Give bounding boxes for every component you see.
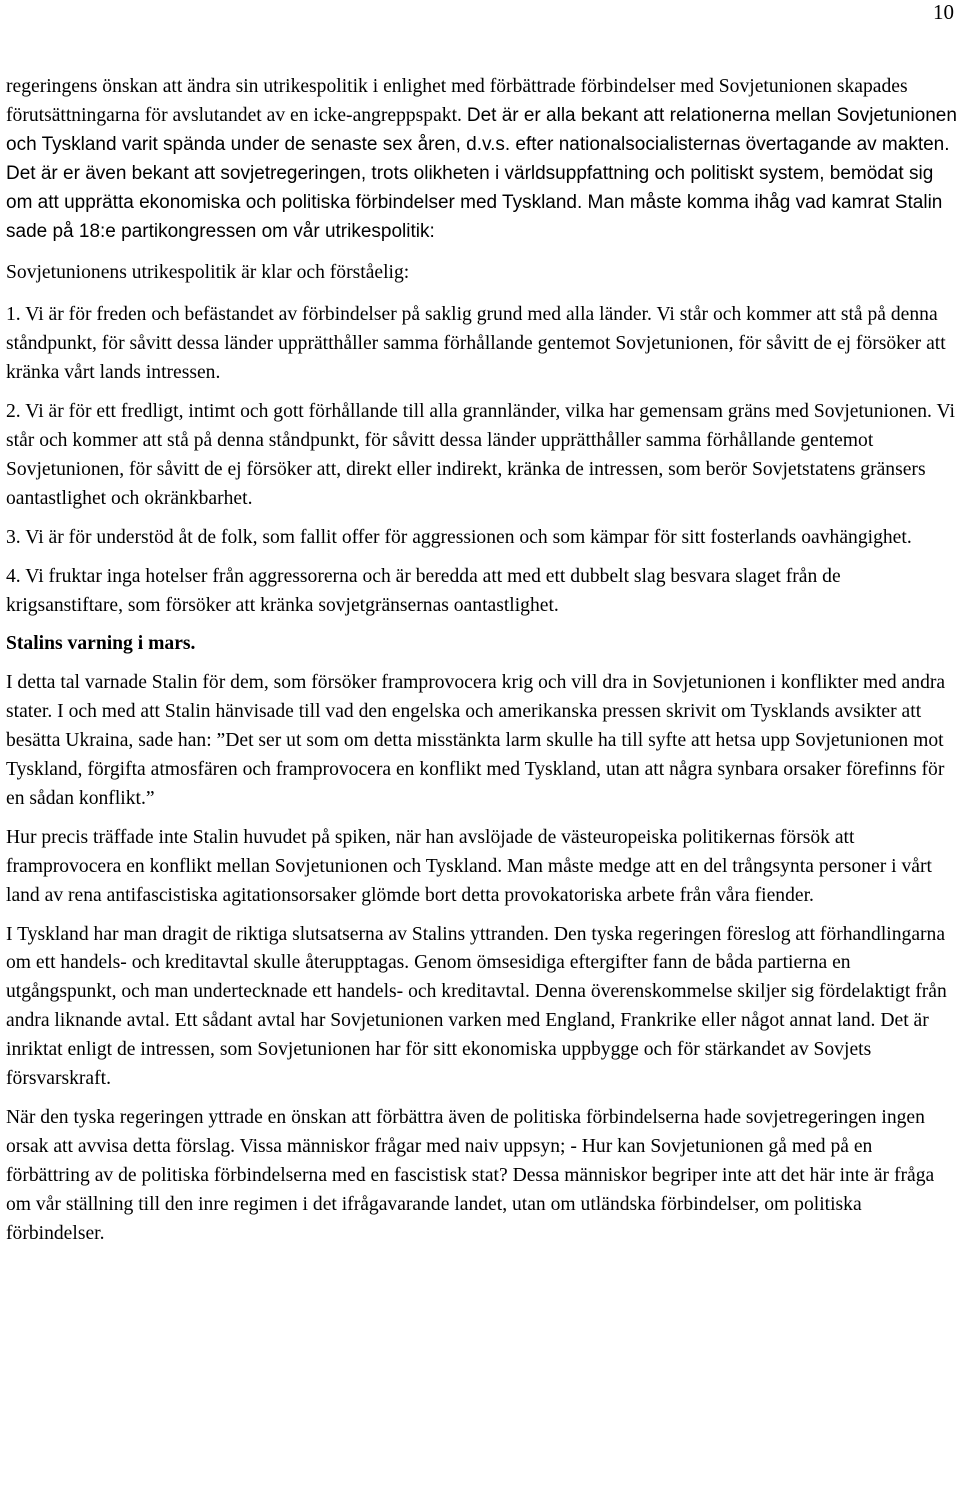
- policy-point-1: 1. Vi är för freden och befästandet av förbindelser på saklig grund med alla länder. Vi står och kommer att stå på denna ståndpunkt, för såvitt dessa länder upprätthåller samma förhållande gentemot Sovjetunionen, för såvitt de ej försöker att kränka vårt lands intressen.: [6, 304, 946, 384]
- paragraph-stalin-warning: I detta tal varnade Stalin för dem, som försöker framprovocera krig och vill dra in Sovjetunionen i konflikter med andra stater. I och med att Stalin hänvisade till vad den engelska och amerikanska pressen skrivit om Tysklands avsikter att besätta Ukraina, sade han: ”Det ser ut som om detta misstänkta larm skulle ha till syfte att hetsa upp Sovjetunionen mot Tyskland, förgifta atmosfären och framprovocera en konflikt med Tyskland, utan att några synbara orsaker förefinns för en sådan konflikt.”: [6, 672, 946, 809]
- paragraph-precision: Hur precis träffade inte Stalin huvudet på spiken, när han avslöjade de västeuropeiska politikernas försök att framprovocera en konflikt mellan Sovjetunionen och Tyskland. Man måste medge att en del trångsynta personer i vårt land av rena antifascistiska agitationsorsaker glömde bort detta provokatoriska arbete från våra fiender.: [6, 826, 932, 906]
- page-number: 10: [933, 0, 954, 24]
- intro-serif-text: regeringens önskan att ändra sin utrikespolitik i enlighet med förbättrade förbindelser med Sovjetunionen skapades förutsättningarna för avslutandet av en icke-angreppspakt.: [6, 76, 908, 126]
- paragraph-germany-conclusions: I Tyskland har man dragit de riktiga slutsatserna av Stalins yttranden. Den tyska regeringen föreslog att förhandlingarna om ett handels- och kreditavtal skulle återupptagas. Genom ömsesidiga eftergifter fann de båda partierna en utgångspunkt, och man undertecknade ett handels- och kreditavtal. Denna överenskommelse skiljer sig fördelaktigt från andra liknande avtal. Ett sådant avtal har Sovjetunionen varken med England, Frankrike eller något annat land. Det är inriktat enligt de intressen, som Sovjetunionen har för sitt ekonomiska uppbygge och för stärkandet av Sovjets försvarskraft.: [6, 923, 947, 1090]
- section-heading: Stalins varning i mars.: [6, 633, 196, 655]
- policy-point-2: 2. Vi är för ett fredligt, intimt och gott förhållande till alla grannländer, vilka har gemensam gräns med Sovjetunionen. Vi står och kommer att stå på denna ståndpunkt, för såvitt dessa länder upprätthåller samma förhållande gentemot Sovjetunionen, för såvitt de ej försöker att, direkt eller indirekt, kränka de intressen, som berör Sovjetstatens gränsers oantastlighet och okränkbarhet.: [6, 401, 955, 509]
- page-body: [6, 73, 960, 1259]
- policy-point-4: 4. Vi fruktar inga hotelser från aggressorerna och är beredda att med ett dubbelt slag besvara slaget från de krigsanstiftare, som försöker att kränka sovjetgränsernas oantastlighet.: [6, 565, 841, 616]
- intro-paragraph: [6, 73, 960, 246]
- paragraph-political-relations: När den tyska regeringen yttrade en önskan att förbättra även de politiska förbindelserna hade sovjetregeringen ingen orsak att avvisa detta förslag. Vissa människor frågar med naiv uppsyn; - Hur kan Sovjetunionen gå med på en förbättring av de politiska förbindelserna med en fascistisk stat? Dessa människor begriper inte att det här inte är fråga om vår ställning till den inre regimen i det ifrågavarande landet, utan om utländska förbindelser, om politiska förbindelser.: [6, 1107, 935, 1244]
- intro-sans-text: Det är er alla bekant att relationerna mellan Sovjetunionen och Tyskland varit spända under de senaste sex åren, d.v.s. efter nationalsocialisternas övertagande av makten. Det är er även bekant att sovjetregeringen, trots olikheten i världsuppfattning och politiskt system, bemödat sig om att upprätta ekonomiska och politiska förbindelser med Tyskland. Man måste komma ihåg vad kamrat Stalin sade på 18:e partikongressen om vår utrikespolitik:: [6, 104, 957, 242]
- policy-intro: Sovjetunionens utrikespolitik är klar och förståelig:: [6, 262, 410, 284]
- policy-point-3: 3. Vi är för understöd åt de folk, som fallit offer för aggressionen och som kämpar för sitt fosterlands oavhängighet.: [6, 526, 912, 548]
